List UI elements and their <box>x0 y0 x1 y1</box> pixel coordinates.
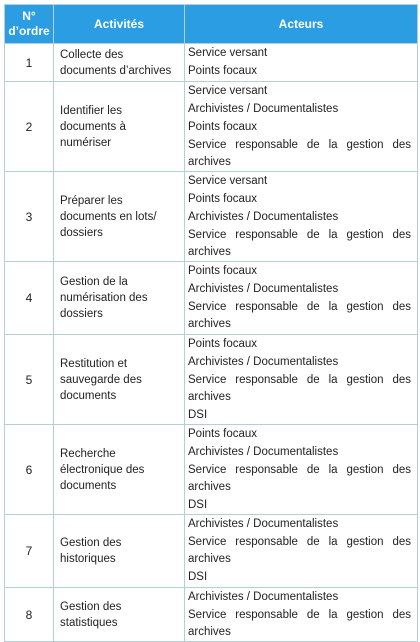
table-row <box>5 335 418 425</box>
actor-item: Archivistes / Documentalistes <box>188 211 339 223</box>
header-order-number: N° d’ordre <box>5 5 54 44</box>
actor-item: Service versant <box>188 47 268 59</box>
actor-item: Archivistes / Documentalistes <box>188 518 339 530</box>
actor-item: Points focaux <box>188 428 258 440</box>
actors-cell <box>185 172 418 262</box>
activity-cell: Identifier les documents à numériser <box>54 82 185 172</box>
actor-item: Service responsable de la gestion des archives <box>188 139 411 168</box>
activity-cell: Gestion des historiques <box>54 515 185 588</box>
row-number: 8 <box>5 588 54 642</box>
actor-item: Service responsable de la gestion des archives <box>188 301 411 330</box>
header-activities: Activités <box>54 5 185 44</box>
actor-item: DSI <box>188 499 208 511</box>
actor-item: Service responsable de la gestion des archives <box>188 609 411 638</box>
table-row <box>5 588 418 642</box>
table-row <box>5 425 418 515</box>
table-header-row <box>5 5 418 44</box>
activity-cell: Gestion des statistiques <box>54 588 185 642</box>
row-number: 4 <box>5 262 54 335</box>
actor-item: Points focaux <box>188 265 258 277</box>
table-row <box>5 82 418 172</box>
row-number: 1 <box>5 44 54 82</box>
table-row <box>5 515 418 588</box>
row-number: 6 <box>5 425 54 515</box>
actors-cell <box>185 335 418 425</box>
activity-cell: Restitution et sauvegarde des documents <box>54 335 185 425</box>
actor-item: DSI <box>188 409 208 421</box>
actors-cell <box>185 82 418 172</box>
row-number: 5 <box>5 335 54 425</box>
actor-item: Points focaux <box>188 65 258 77</box>
actor-item: Archivistes / Documentalistes <box>188 356 339 368</box>
actor-item: Archivistes / Documentalistes <box>188 103 339 115</box>
table-row <box>5 44 418 82</box>
actor-item: Service versant <box>188 85 268 97</box>
header-actors: Acteurs <box>185 5 418 44</box>
actors-cell <box>185 262 418 335</box>
actor-item: DSI <box>188 571 208 583</box>
table-row <box>5 172 418 262</box>
activity-cell: Recherche électronique des documents <box>54 425 185 515</box>
actor-item: Archivistes / Documentalistes <box>188 283 339 295</box>
row-number: 7 <box>5 515 54 588</box>
activity-cell: Collecte des documents d’archives <box>54 44 185 82</box>
actors-cell <box>185 515 418 588</box>
actor-item: Points focaux <box>188 121 258 133</box>
row-number: 3 <box>5 172 54 262</box>
table-row <box>5 262 418 335</box>
actors-cell <box>185 425 418 515</box>
activity-cell: Gestion de la numérisation des dossiers <box>54 262 185 335</box>
activity-cell: Préparer les documents en lots/ dossiers <box>54 172 185 262</box>
actor-item: Archivistes / Documentalistes <box>188 446 339 458</box>
activities-table <box>4 4 418 642</box>
actor-item: Archivistes / Documentalistes <box>188 591 339 603</box>
actor-item: Service responsable de la gestion des archives <box>188 229 411 258</box>
actor-item: Service responsable de la gestion des archives <box>188 536 411 565</box>
actor-item: Points focaux <box>188 193 258 205</box>
actor-item: Service responsable de la gestion des archives <box>188 374 411 403</box>
row-number: 2 <box>5 82 54 172</box>
actor-item: Service versant <box>188 175 268 187</box>
actor-item: Points focaux <box>188 338 258 350</box>
actors-cell <box>185 588 418 642</box>
actors-cell <box>185 44 418 82</box>
actor-item: Service responsable de la gestion des archives <box>188 464 411 493</box>
